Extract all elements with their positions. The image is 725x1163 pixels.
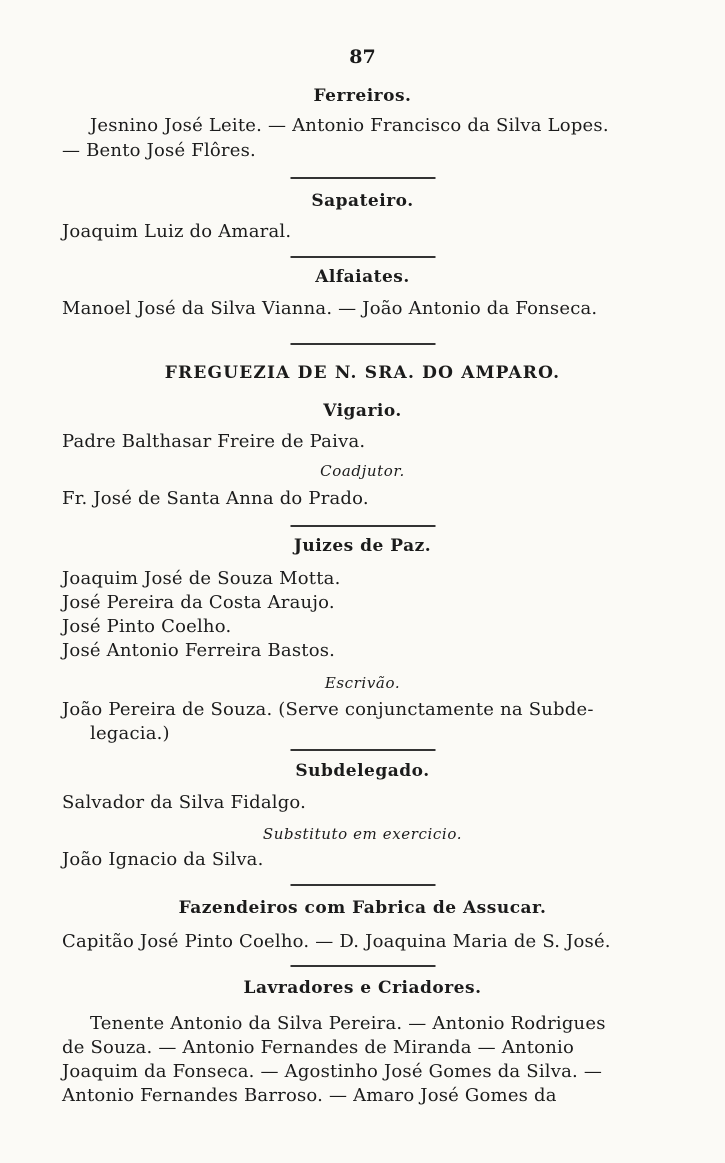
page-number: 87 [349,46,376,68]
juiz-3: José Pinto Coelho. [62,616,232,637]
fazendeiros-line: Capitão José Pinto Coelho. — D. Joaquina Maria de S. José. [62,931,611,952]
lavradores-line-2: de Souza. — Antonio Fernandes de Miranda — Antonio [62,1037,574,1058]
sapateiro-line: Joaquim Luiz do Amaral. [62,221,292,242]
divider [290,256,435,258]
juiz-1: Joaquim José de Souza Motta. [62,568,341,589]
divider [290,177,435,179]
escrivao-line-1: João Pereira de Souza. (Serve conjunctamente na Subde- [62,699,594,720]
heading-juizes: Juizes de Paz. [293,536,432,556]
lavradores-line-3: Joaquim da Fonseca. — Agostinho José Gomes da Silva. — [62,1061,603,1082]
heading-escrivao: Escrivão. [324,674,401,692]
parish-title: FREGUEZIA DE N. SRA. DO AMPARO. [164,363,561,383]
divider [290,525,435,527]
heading-alfaiates: Alfaiates. [315,267,410,287]
divider [290,884,435,886]
divider [290,965,435,967]
heading-coadjutor: Coadjutor. [320,462,405,480]
juiz-2: José Pereira da Costa Araujo. [62,592,335,613]
heading-substituto: Substituto em exercicio. [262,825,463,843]
heading-lavradores: Lavradores e Criadores. [243,978,482,998]
ferreiros-line-1: Jesnino José Leite. — Antonio Francisco da Silva Lopes. [90,115,609,136]
lavradores-line-1: Tenente Antonio da Silva Pereira. — Antonio Rodrigues [90,1013,606,1034]
heading-fazendeiros: Fazendeiros com Fabrica de Assucar. [178,898,547,918]
heading-vigario: Vigario. [323,401,402,421]
juiz-4: José Antonio Ferreira Bastos. [62,640,336,661]
lavradores-line-4: Antonio Fernandes Barroso. — Amaro José Gomes da [62,1085,557,1106]
ferreiros-line-2: — Bento José Flôres. [62,140,256,161]
divider [290,343,435,345]
alfaiates-line: Manoel José da Silva Vianna. — João Antonio da Fonseca. [62,298,598,319]
divider [290,749,435,751]
substituto-name: João Ignacio da Silva. [62,849,264,870]
coadjutor-name: Fr. José de Santa Anna do Prado. [62,488,369,509]
heading-subdelegado: Subdelegado. [295,761,430,781]
escrivao-line-2: legacia.) [90,723,170,744]
vigario-name: Padre Balthasar Freire de Paiva. [62,431,366,452]
subdelegado-name: Salvador da Silva Fidalgo. [62,792,307,813]
heading-ferreiros: Ferreiros. [313,86,412,106]
heading-sapateiro: Sapateiro. [311,191,414,211]
